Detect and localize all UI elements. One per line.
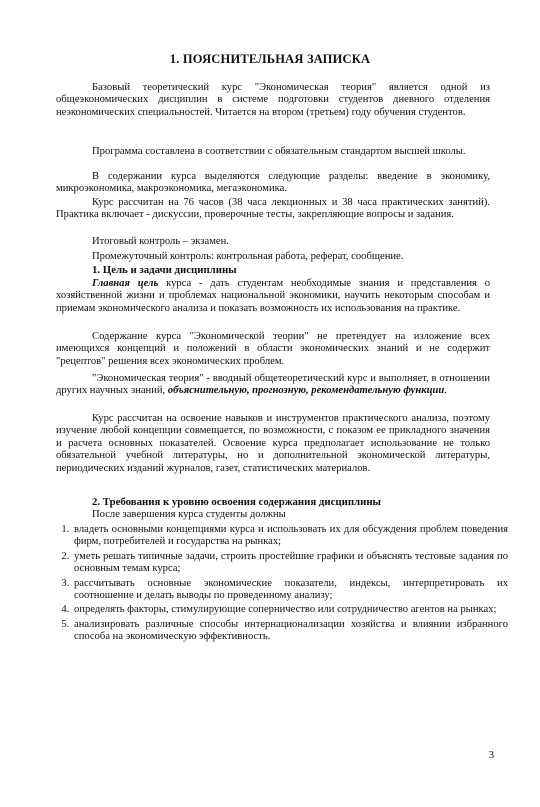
list-item: 3. рассчитывать основные экономические показатели, индексы, интерпретировать их соотношение и делать выводы по проведенному анализу; <box>72 578 508 603</box>
paragraph-standard: Программа составлена в соответствии с обязательным стандартом высшей школы. <box>92 146 466 157</box>
paragraph-main-goal <box>56 278 490 315</box>
list-item: 5. анализировать различные способы интернационализации хозяйства и влиянии избранного способа на экономическую эффективность. <box>72 619 508 644</box>
paragraph-skills: Курс рассчитан на освоение навыков и инструментов практического анализа, поэтому изучение любой концепции совмещается, по возможности, с показом ее прикладного значения и расчета основных показателей. Освоение курса предполагает использование не только обязательной учебной литературы, но и дополнительной экономической литературы, периодических изданий журналов, газет, статистических материалов. <box>56 413 490 474</box>
paragraph-content: Содержание курса "Экономической теории" не претендует на изложение всех имеющихся концепций и положений в области экономических знаний и не содержит "рецептов" решения всех экономических проблем. <box>56 331 490 367</box>
section-heading-requirements: 2. Требования к уровню освоения содержания дисциплины <box>92 496 381 508</box>
requirements-list <box>56 524 508 646</box>
paragraph-sections: В содержании курса выделяются следующие разделы: введение в экономику, микроэкономика, макроэкономика, мегаэкономика. <box>56 171 490 195</box>
page-title: 1. ПОЯСНИТЕЛЬНАЯ ЗАПИСКА <box>169 52 371 66</box>
functions-end: . <box>444 385 447 397</box>
functions-emphasis: объяснительную, прогнозную, рекомендательную функции <box>167 385 445 397</box>
paragraph-hours: Курс рассчитан на 76 часов (38 часа лекционных и 38 часа практических занятий). Практика включает - дискуссии, проверочные тесты, закрепляющие вопросы и задания. <box>56 197 490 221</box>
paragraph-functions <box>56 373 490 398</box>
paragraph-after-course: После завершения курса студенты должны <box>92 509 286 520</box>
list-item: 4. определять факторы, стимулирующие соперничество или сотрудничество агентов на рынках; <box>72 604 508 616</box>
functions-text: "Экономическая теория" - вводный общетеоретический курс и выполняет, в отношении других научных знаний, <box>56 373 490 397</box>
main-goal-text: курса - дать студентам необходимые знания и представления о хозяйственной жизни и проблемах национальной экономики, научить некоторым способам и приемам экономического анализа и показать возможность их использования на практике. <box>56 278 490 314</box>
paragraph-interim-control: Промежуточный контроль: контрольная работа, реферат, сообщение. <box>92 251 404 262</box>
section-heading-goals: 1. Цель и задачи дисциплины <box>92 264 237 276</box>
page-number: 3 <box>488 750 494 761</box>
paragraph-final-control: Итоговый контроль – экзамен. <box>92 236 229 247</box>
main-goal-lead: Главная цель <box>92 278 159 289</box>
list-item: 2. уметь решать типичные задачи, строить простейшие графики и объяснять тестовые задания по основным темам курса; <box>72 551 508 576</box>
paragraph-intro: Базовый теоретический курс "Экономическая теория" является одной из общеэкономических дисциплин в системе подготовки студентов дневного отделения неэкономических специальностей. Читается на втором (третьем) году обучения студентов. <box>56 82 490 118</box>
list-item: 1. владеть основными концепциями курса и использовать их для обсуждения проблем поведения фирм, потребителей и государства на рынках; <box>72 524 508 549</box>
